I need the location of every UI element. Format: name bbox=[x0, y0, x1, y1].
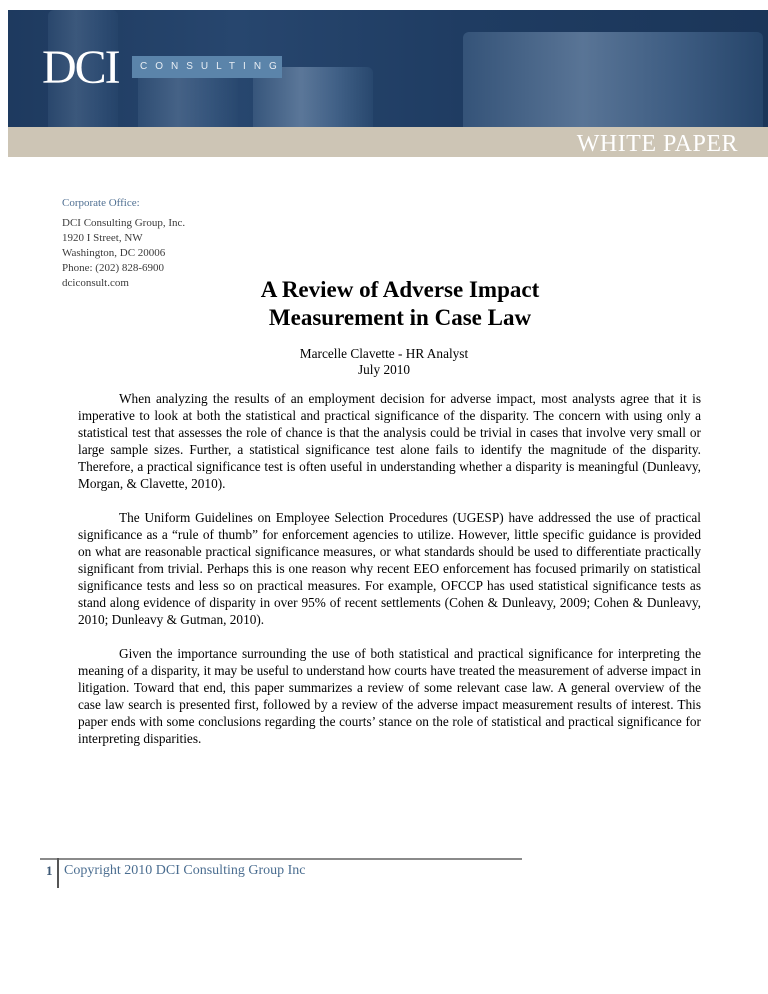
title-line: A Review of Adverse Impact bbox=[260, 277, 540, 302]
document-title bbox=[200, 276, 600, 332]
footer-rule bbox=[40, 858, 522, 860]
author: Marcelle Clavette - HR Analyst bbox=[299, 346, 469, 361]
byline bbox=[0, 346, 768, 378]
paragraph: Given the importance surrounding the use of both statistical and practical significance for interpreting the meaning of a disparity, it may be useful to understand how courts have treated the measurement of adverse impact in litigation. Toward that end, this paper summarizes a review of some relevant case law. A general overview of the case law search is presented first, followed by a review of the adverse impact measurement results of interest. This paper ends with some conclusions regarding the courts’ stance on the role of statistical and practical significance for interpreting disparities. bbox=[78, 646, 701, 746]
corporate-office-block bbox=[62, 196, 185, 291]
office-phone: Phone: (202) 828-6900 bbox=[62, 262, 165, 274]
office-heading: Corporate Office: bbox=[62, 197, 140, 209]
office-street: 1920 I Street, NW bbox=[62, 232, 143, 244]
office-city: Washington, DC 20006 bbox=[62, 247, 166, 259]
footer-divider bbox=[57, 858, 59, 888]
paragraph: When analyzing the results of an employment decision for adverse impact, most analysts agree that it is imperative to look at both the statistical and practical significance of the disparity. The concern with using only a statistical test that assesses the role of chance is that the analysis could be trivial in cases that involve very small or large sample sizes. Further, a statistical significance test alone fails to identify the magnitude of the disparity. Therefore, a practical significance test is often useful in understanding whether a disparity is meaningful (Dunleavy, Morgan, & Clavette, 2010). bbox=[78, 391, 701, 491]
office-website: dciconsult.com bbox=[62, 277, 129, 289]
title-line: Measurement in Case Law bbox=[268, 305, 532, 330]
office-company: DCI Consulting Group, Inc. bbox=[62, 217, 186, 229]
date: July 2010 bbox=[357, 362, 411, 377]
white-paper-label: WHITE PAPER bbox=[576, 131, 738, 157]
logo-subtitle: CONSULTING bbox=[132, 56, 282, 78]
header-banner bbox=[8, 10, 768, 127]
paragraph: The Uniform Guidelines on Employee Selection Procedures (UGESP) have addressed the use of practical significance as a “rule of thumb” for enforcement agencies to utilize. However, little specific guidance is provided on what are reasonable practical significance measures, or what standards should be used to differentiate practically significant from trivial. Perhaps this is one reason why recent EEO enforcement has focused primarily on statistical significance tests and less so on practical measures. For example, OFCCP has used statistical significance tests as stand along evidence of disparity in over 95% of recent settlements (Cohen & Dunleavy, 2009; Cohen & Dunleavy, 2010; Dunleavy & Gutman, 2010). bbox=[78, 510, 701, 627]
document-body bbox=[78, 390, 701, 764]
column-graphic bbox=[463, 32, 763, 127]
page-number: 1 bbox=[46, 863, 53, 878]
footer-copyright: Copyright 2010 DCI Consulting Group Inc bbox=[64, 863, 306, 878]
logo: DCI bbox=[42, 41, 119, 94]
